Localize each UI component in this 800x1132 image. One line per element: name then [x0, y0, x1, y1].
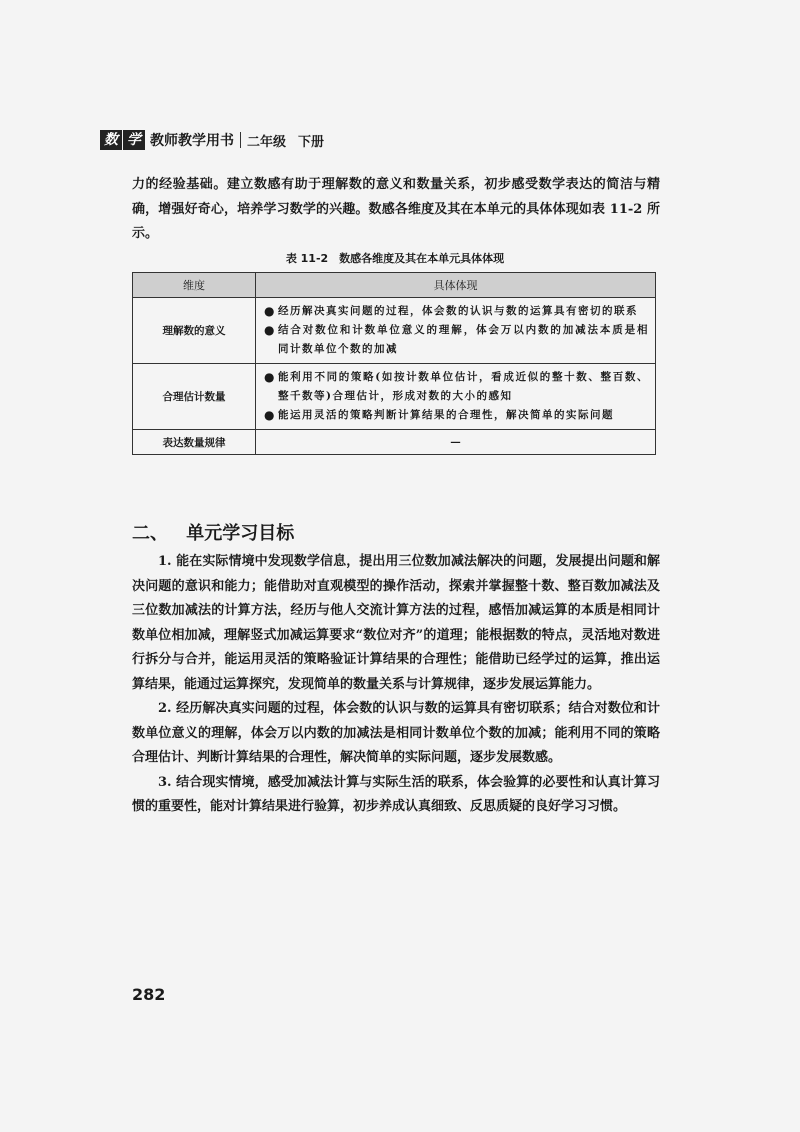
table-row [133, 298, 656, 364]
table-row [133, 430, 656, 455]
running-header [100, 130, 324, 150]
goals-list [132, 550, 660, 820]
brand-title: 教师教学用书 [150, 133, 234, 149]
bullet-item [264, 302, 649, 321]
section-number: 二、 [132, 523, 168, 544]
section-title: 单元学习目标 [186, 523, 295, 544]
bullet-item [264, 321, 649, 359]
table-cell-dimension: 合理估计数量 [133, 364, 256, 430]
section-heading [132, 519, 294, 545]
table-cell-content [256, 364, 656, 430]
page-number: 282 [132, 985, 166, 1004]
header-divider [240, 132, 241, 148]
bullet-dot: ● [264, 408, 275, 422]
table-header-dimension: 维度 [133, 273, 256, 298]
table-cell-content [256, 298, 656, 364]
bullet-item [264, 368, 649, 406]
brand-badge-2: 学 [123, 130, 145, 150]
table-caption: 表 11-2 数感各维度及其在本单元具体体现 [285, 252, 505, 265]
table-header-row [133, 273, 656, 298]
bullet-dot: ● [264, 304, 275, 318]
table-cell-dimension: 理解数的意义 [133, 298, 256, 364]
table-cell-dash: — [256, 430, 656, 455]
brand-badge-1: 数 [100, 130, 122, 150]
table-header-content: 具体体现 [256, 273, 656, 298]
table-cell-dimension: 表达数量规律 [133, 430, 256, 455]
goal-paragraph: 1. 能在实际情境中发现数学信息，提出用三位数加减法解决的问题，发展提出问题和解决问题的意识和能力；能借助对直观模型的操作活动，探索并掌握整十数、整百数加减法及三位数加减法的计算方法，经历与他人交流计算方法的过程，感悟加减运算的本质是相同计数单位相加减，理解竖式加减运算要求“数位对齐”的道理；能根据数的特点，灵活地对数进行拆分与合并，能运用灵活的策略验证计算结果的合理性；能借助已经学过的运算，推出运算结果，能通过运算探究，发现简单的数量关系与计算规律，逐步发展运算能力。 [132, 554, 660, 692]
bullet-item [264, 406, 649, 425]
bullet-dot: ● [264, 323, 275, 337]
grade-label: 二年级 [247, 134, 287, 150]
number-sense-table [132, 272, 656, 455]
table-row [133, 364, 656, 430]
bullet-text: 能利用不同的策略(如按计数单位估计，看成近似的整十数、整百数、整千数等)合理估计，形成对数的大小的感知 [278, 371, 649, 402]
goal-paragraph: 3. 结合现实情境，感受加减法计算与实际生活的联系，体会验算的必要性和认真计算习惯的重要性，能对计算结果进行验算，初步养成认真细致、反思质疑的良好学习习惯。 [132, 774, 660, 814]
volume-label: 下册 [298, 134, 325, 150]
intro-paragraph: 力的经验基础。建立数感有助于理解数的意义和数量关系，初步感受数学表达的简洁与精确，增强好奇心，培养学习数学的兴趣。数感各维度及其在本单元的具体体现如表 11-2 所示。 [132, 177, 660, 241]
goal-paragraph: 2. 经历解决真实问题的过程，体会数的认识与数的运算具有密切联系；结合对数位和计数单位意义的理解，体会万以内数的加减法是相同计数单位个数的加减；能利用不同的策略合理估计、判断计算结果的合理性，解决简单的实际问题，逐步发展数感。 [132, 701, 660, 765]
bullet-text: 经历解决真实问题的过程，体会数的认识与数的运算具有密切的联系 [278, 305, 638, 317]
bullet-text: 结合对数位和计数单位意义的理解，体会万以内数的加减法本质是相同计数单位个数的加减 [278, 324, 649, 355]
bullet-dot: ● [264, 370, 275, 384]
bullet-text: 能运用灵活的策略判断计算结果的合理性，解决简单的实际问题 [278, 409, 614, 421]
